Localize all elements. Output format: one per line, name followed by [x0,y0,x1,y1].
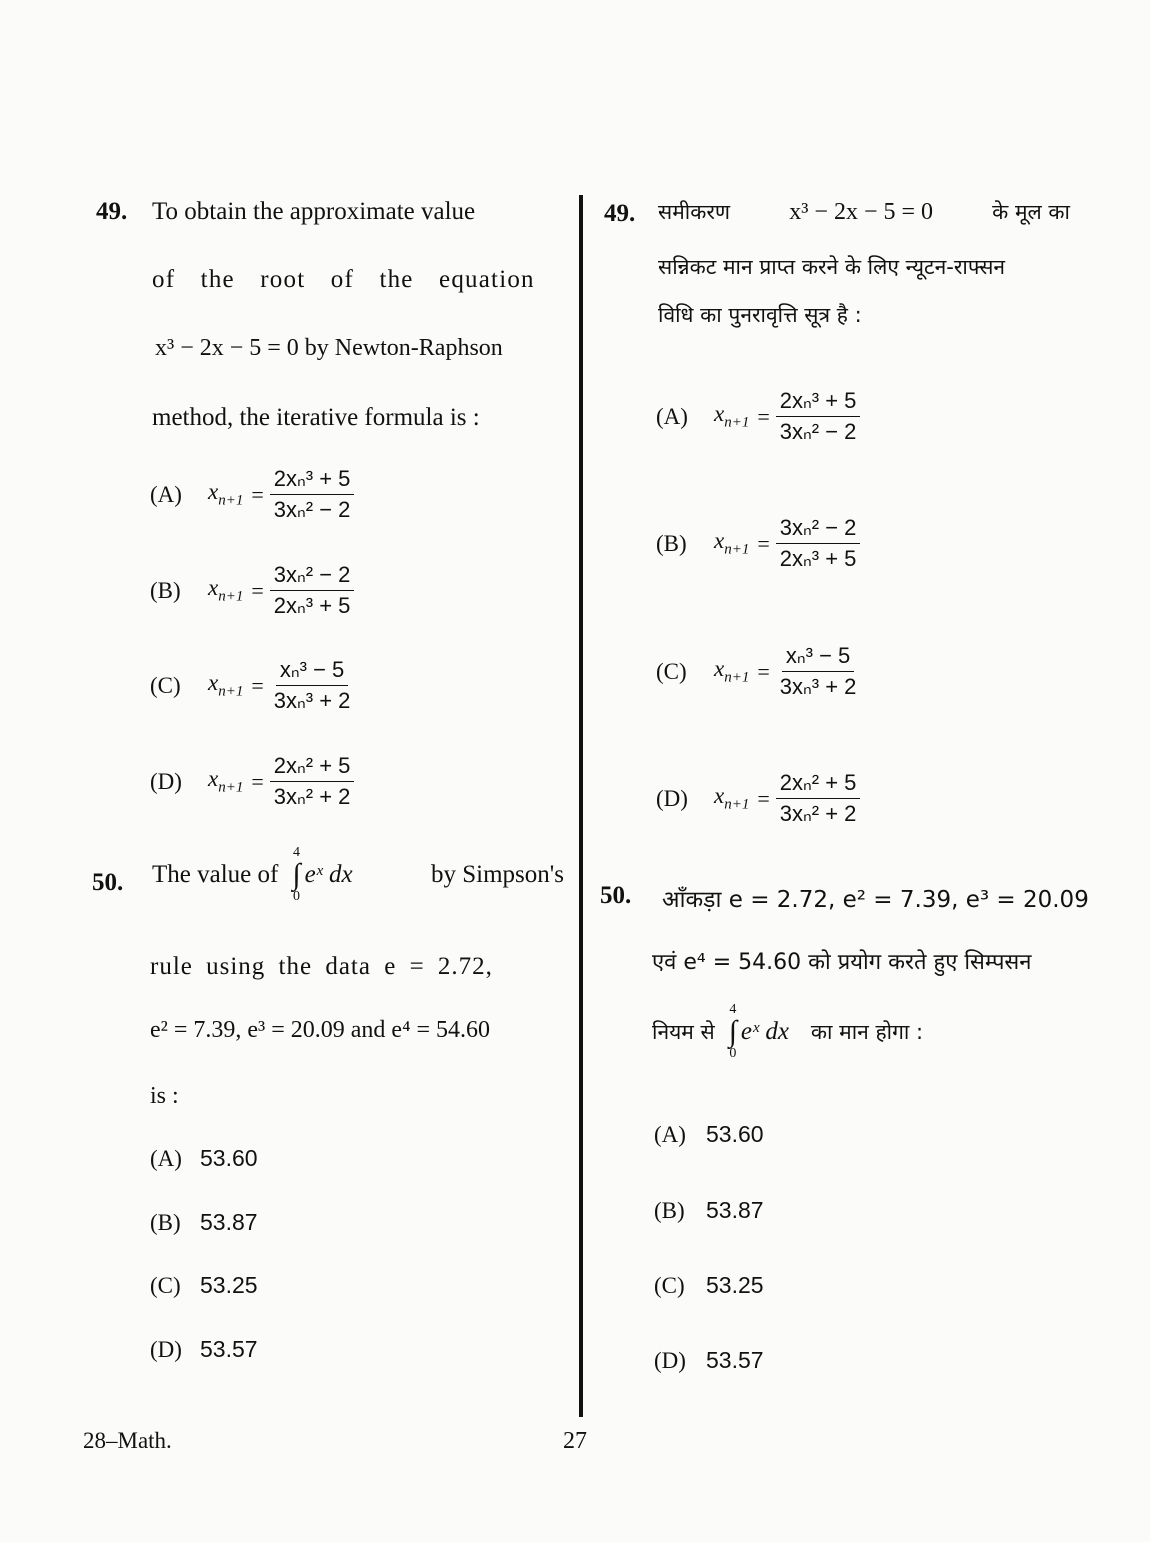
integral-icon: ∫ [728,1015,737,1048]
question-49-option-c [150,657,354,714]
option-value: 53.60 [200,1145,258,1171]
question-49-hindi-option-d [656,770,860,827]
option-lhs: $x_{n+1}$ [208,670,244,700]
question-50-option-b [150,1209,258,1236]
question-50-option-d [150,1336,258,1363]
option-value: 53.57 [706,1347,764,1373]
equals-sign: = [251,768,264,794]
denominator: 3xₙ³ + 2 [273,688,351,713]
option-label: (D) [654,1347,686,1373]
option-lhs: $x_{n+1}$ [714,528,750,558]
fraction [776,515,861,572]
integral-lower-limit: 0 [292,889,300,904]
option-label: (D) [656,785,688,811]
column-divider [579,195,583,1417]
option-label: (B) [150,577,181,603]
option-label: (A) [656,403,688,429]
denominator: 3xₙ² − 2 [273,497,351,522]
question-49-hindi-line-2: सन्निकट मान प्राप्त करने के लिए न्यूटन-राफ्सन [658,255,1006,279]
option-label: (A) [150,1145,182,1171]
denominator: 3xₙ² + 2 [779,801,857,826]
question-50-hindi-option-b [654,1197,764,1224]
fraction [270,657,355,714]
question-50-line-3: e² = 7.39, e³ = 20.09 and e⁴ = 54.60 [150,1017,490,1043]
equals-sign: = [251,577,264,603]
question-50-option-c [150,1272,258,1299]
option-lhs: $x_{n+1}$ [208,575,244,605]
fraction [270,466,355,523]
option-value: 53.87 [706,1197,764,1223]
fraction [776,770,861,827]
question-49-line-1: To obtain the approximate value [152,198,476,225]
option-label: (C) [150,1272,181,1298]
page-number: 27 [563,1428,587,1454]
equals-sign: = [757,785,770,811]
question-49-hindi-line-1: समीकरण x³ − 2x − 5 = 0 के मूल का [658,198,1070,225]
equals-sign: = [757,530,770,556]
question-49-number-hindi: 49. [604,200,636,227]
denominator: 2xₙ³ + 5 [273,593,351,618]
integral-upper-limit: 4 [729,1002,737,1017]
question-50-line-2: rule using the data e = 2.72, [150,953,493,980]
option-label: (C) [654,1272,685,1298]
question-49-hindi-option-b [656,515,860,572]
integral-upper-limit: 4 [292,845,300,860]
option-label: (C) [150,672,181,698]
equals-sign: = [251,481,264,507]
question-50-number-hindi: 50. [600,882,632,909]
integral-sign [292,846,300,904]
numerator: 2xₙ² + 5 [270,753,355,782]
numerator: 2xₙ³ + 5 [776,388,861,417]
integral-lower-limit: 0 [729,1046,737,1061]
question-49-hindi-option-c [656,643,860,700]
question-50-line-4: is : [150,1083,179,1109]
question-49-hindi-line-3: विधि का पुनरावृत्ति सूत्र है : [658,303,862,327]
option-value: 53.60 [706,1121,764,1147]
question-49-option-a [150,466,354,523]
denominator: 3xₙ³ + 2 [779,674,857,699]
question-50-hindi-option-c [654,1272,764,1299]
question-49-option-b [150,562,354,619]
question-50-hindi-line-1: आँकड़ा e = 2.72, e² = 7.39, e³ = 20.09 [662,887,1089,913]
option-lhs: $x_{n+1}$ [714,783,750,813]
question-49-hindi-option-a [656,388,860,445]
numerator: 2xₙ² + 5 [776,770,861,799]
option-value: 53.25 [706,1272,764,1298]
question-50-hindi-option-a [654,1121,764,1148]
option-label: (C) [656,658,687,684]
question-50-hindi-line-3: नियम से 4 ∫ 0 eˣ dx का मान होगा : [652,1002,924,1061]
question-50-number: 50. [92,869,124,896]
option-label: (D) [150,1336,182,1362]
question-49-number: 49. [96,198,128,225]
denominator: 2xₙ³ + 5 [779,546,857,571]
option-label: (A) [654,1121,686,1147]
option-label: (D) [150,768,182,794]
denominator: 3xₙ² + 2 [273,784,351,809]
paper-code: 28–Math. [83,1428,172,1453]
question-50-option-a [150,1145,258,1172]
option-value: 53.87 [200,1209,258,1235]
question-50-line-1: The value of 4 ∫ 0 eˣ dx by Simpson's [152,845,564,904]
question-49-option-d [150,753,354,810]
integral-icon: ∫ [292,858,301,891]
equals-sign: = [757,658,770,684]
question-49-line-2: of the root of the equation [152,266,535,293]
numerator: xₙ³ − 5 [276,657,348,686]
option-label: (B) [656,530,687,556]
option-value: 53.25 [200,1272,258,1298]
numerator: 3xₙ² − 2 [776,515,861,544]
option-lhs: $x_{n+1}$ [714,656,750,686]
option-lhs: $x_{n+1}$ [714,401,750,431]
fraction [270,562,355,619]
option-lhs: $x_{n+1}$ [208,766,244,796]
equals-sign: = [757,403,770,429]
option-label: (B) [150,1209,181,1235]
numerator: 2xₙ³ + 5 [270,466,355,495]
integrand: eˣ dx [304,861,353,888]
question-50-hindi-option-d [654,1347,764,1374]
denominator: 3xₙ² − 2 [779,419,857,444]
fraction [270,753,355,810]
question-49-line-4: method, the iterative formula is : [152,404,480,431]
fraction [776,388,861,445]
option-value: 53.57 [200,1336,258,1362]
integral-sign-hindi [729,1003,737,1061]
fraction [776,643,861,700]
question-50-hindi-line-2: एवं e⁴ = 54.60 को प्रयोग करते हुए सिम्पसन [652,950,1032,975]
option-label: (A) [150,481,182,507]
question-49-line-3: x³ − 2x − 5 = 0 by Newton-Raphson [155,335,503,361]
equals-sign: = [251,672,264,698]
numerator: xₙ³ − 5 [782,643,854,672]
option-lhs: $x_{n+1}$ [208,479,244,509]
option-label: (B) [654,1197,685,1223]
numerator: 3xₙ² − 2 [270,562,355,591]
integrand: eˣ dx [740,1018,789,1045]
